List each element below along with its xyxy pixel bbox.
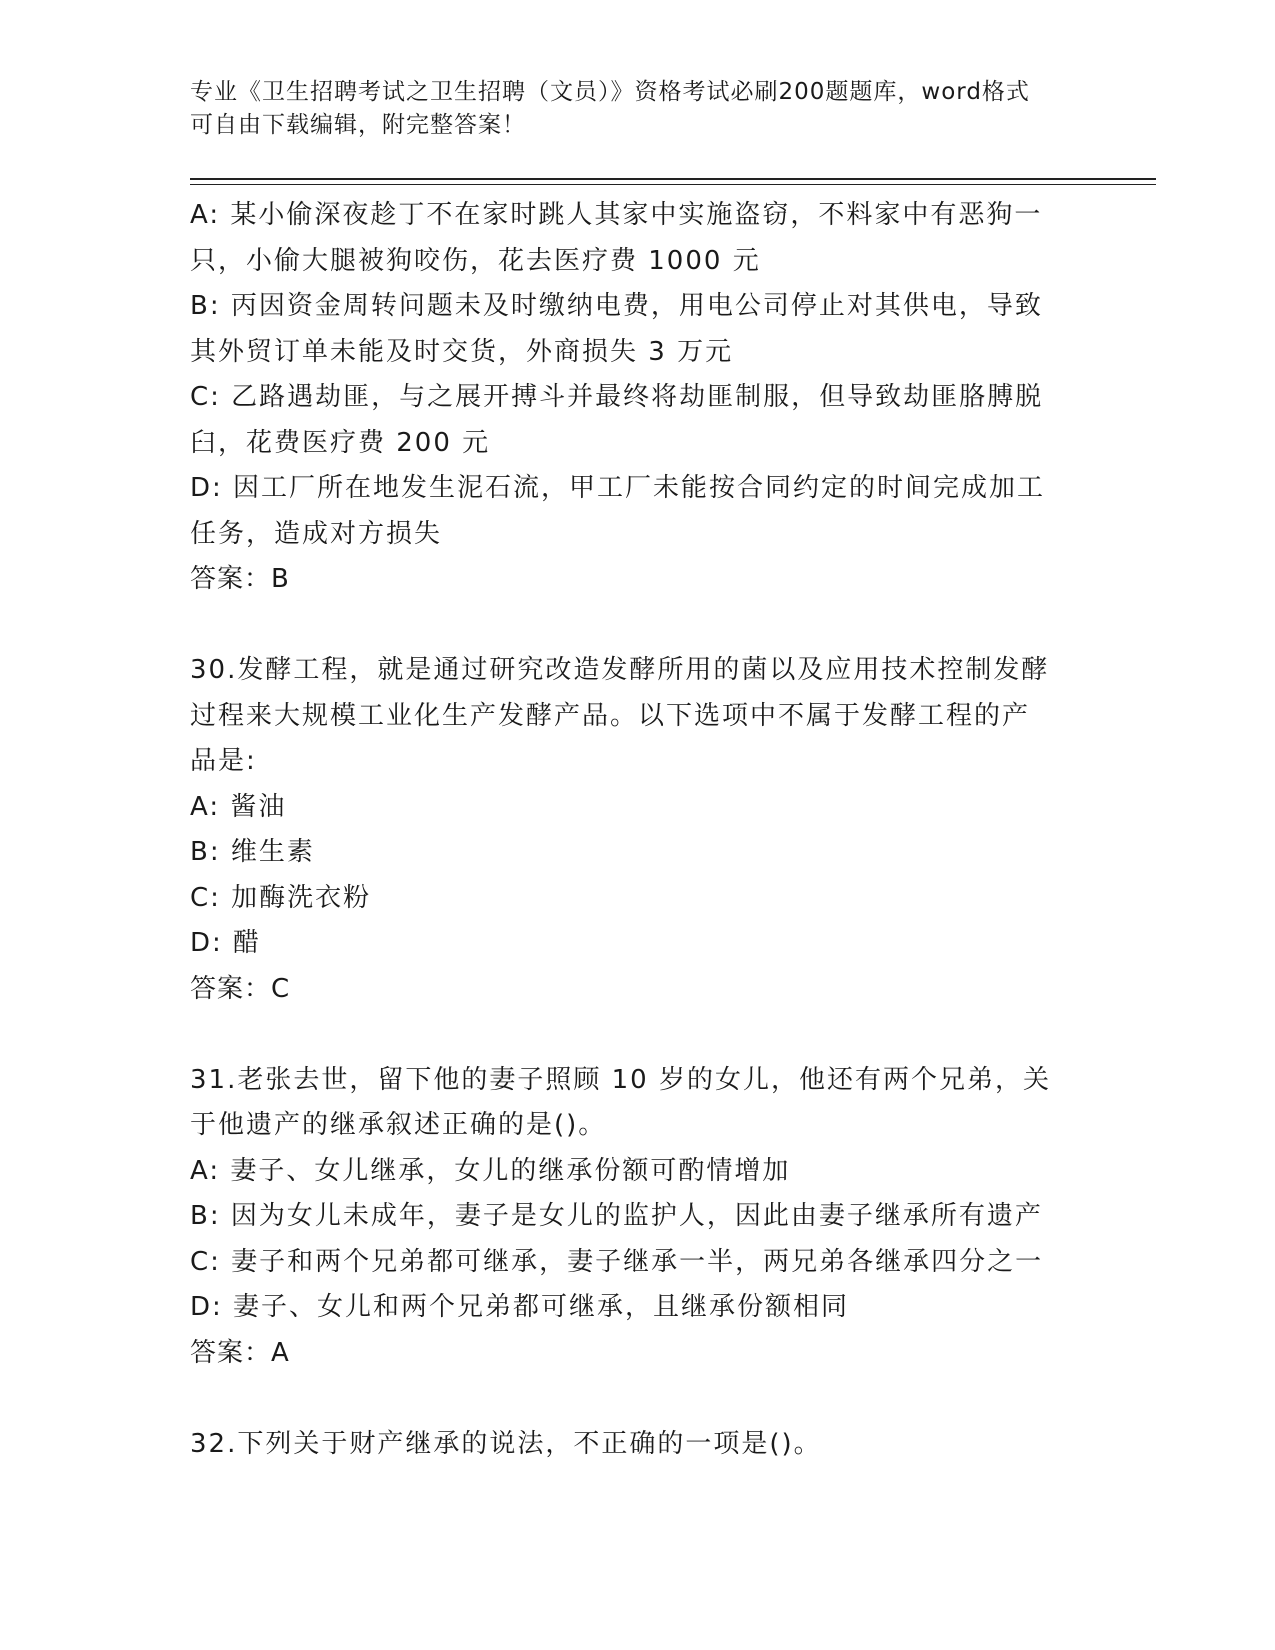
option-b: B: 因为女儿未成年，妻子是女儿的监护人，因此由妻子继承所有遗产 xyxy=(190,1201,1043,1231)
option-b: B: 维生素 xyxy=(190,837,315,867)
option-c-line-1: C: 乙路遇劫匪，与之展开搏斗并最终将劫匪制服，但导致劫匪胳膊脱 xyxy=(190,382,1044,412)
question-29-options xyxy=(190,193,1090,603)
answer-31: 答案：A xyxy=(190,1337,290,1368)
question-32-stem-line-1: 32.下列关于财产继承的说法，不正确的一项是()。 xyxy=(190,1428,822,1459)
question-content xyxy=(190,193,1090,1467)
question-31-stem-line-1: 31.老张去世，留下他的妻子照顾 10 岁的女儿，他还有两个兄弟，关 xyxy=(190,1064,1051,1095)
question-30-stem-line-3: 品是: xyxy=(190,746,257,776)
option-d: D: 妻子、女儿和两个兄弟都可继承，且继承份额相同 xyxy=(190,1292,850,1322)
header-line-1: 专业《卫生招聘考试之卫生招聘（文员）》资格考试必刷200题题库，word格式 xyxy=(190,79,1030,105)
header-divider-thin xyxy=(190,184,1156,185)
answer-30: 答案：C xyxy=(190,973,291,1004)
option-a-line-1: A: 某小偷深夜趁丁不在家时跳人其家中实施盗窃，不料家中有恶狗一 xyxy=(190,200,1043,230)
spacer xyxy=(190,1012,1090,1058)
question-30-stem-line-1: 30.发酵工程，就是通过研究改造发酵所用的菌以及应用技术控制发酵 xyxy=(190,655,1050,685)
question-32 xyxy=(190,1422,1090,1468)
option-c-line-2: 臼，花费医疗费 200 元 xyxy=(190,427,491,458)
option-a: A: 酱油 xyxy=(190,791,287,822)
option-c: C: 妻子和两个兄弟都可继承，妻子继承一半，两兄弟各继承四分之一 xyxy=(190,1246,1044,1277)
option-c: C: 加酶洗衣粉 xyxy=(190,882,372,913)
spacer xyxy=(190,1376,1090,1422)
document-header xyxy=(190,76,1070,142)
question-30 xyxy=(190,648,1090,1012)
option-d: D: 醋 xyxy=(190,928,262,958)
option-b-line-1: B: 丙因资金周转问题未及时缴纳电费，用电公司停止对其供电，导致 xyxy=(190,291,1043,321)
header-divider-thick xyxy=(190,178,1156,180)
option-d-line-2: 任务，造成对方损失 xyxy=(190,518,443,549)
spacer xyxy=(190,603,1090,649)
question-31-stem-line-2: 于他遗产的继承叙述正确的是()。 xyxy=(190,1110,607,1140)
header-line-2: 可自由下载编辑，附完整答案！ xyxy=(190,112,526,138)
option-a: A: 妻子、女儿继承，女儿的继承份额可酌情增加 xyxy=(190,1155,791,1186)
question-30-stem-line-2: 过程来大规模工业化生产发酵产品。以下选项中不属于发酵工程的产 xyxy=(190,700,1031,731)
option-a-line-2: 只，小偷大腿被狗咬伤，花去医疗费 1000 元 xyxy=(190,245,761,276)
option-b-line-2: 其外贸订单未能及时交货，外商损失 3 万元 xyxy=(190,336,734,367)
option-d-line-1: D: 因工厂所在地发生泥石流，甲工厂未能按合同约定的时间完成加工 xyxy=(190,473,1046,503)
question-31 xyxy=(190,1058,1090,1377)
answer-29: 答案：B xyxy=(190,564,290,594)
